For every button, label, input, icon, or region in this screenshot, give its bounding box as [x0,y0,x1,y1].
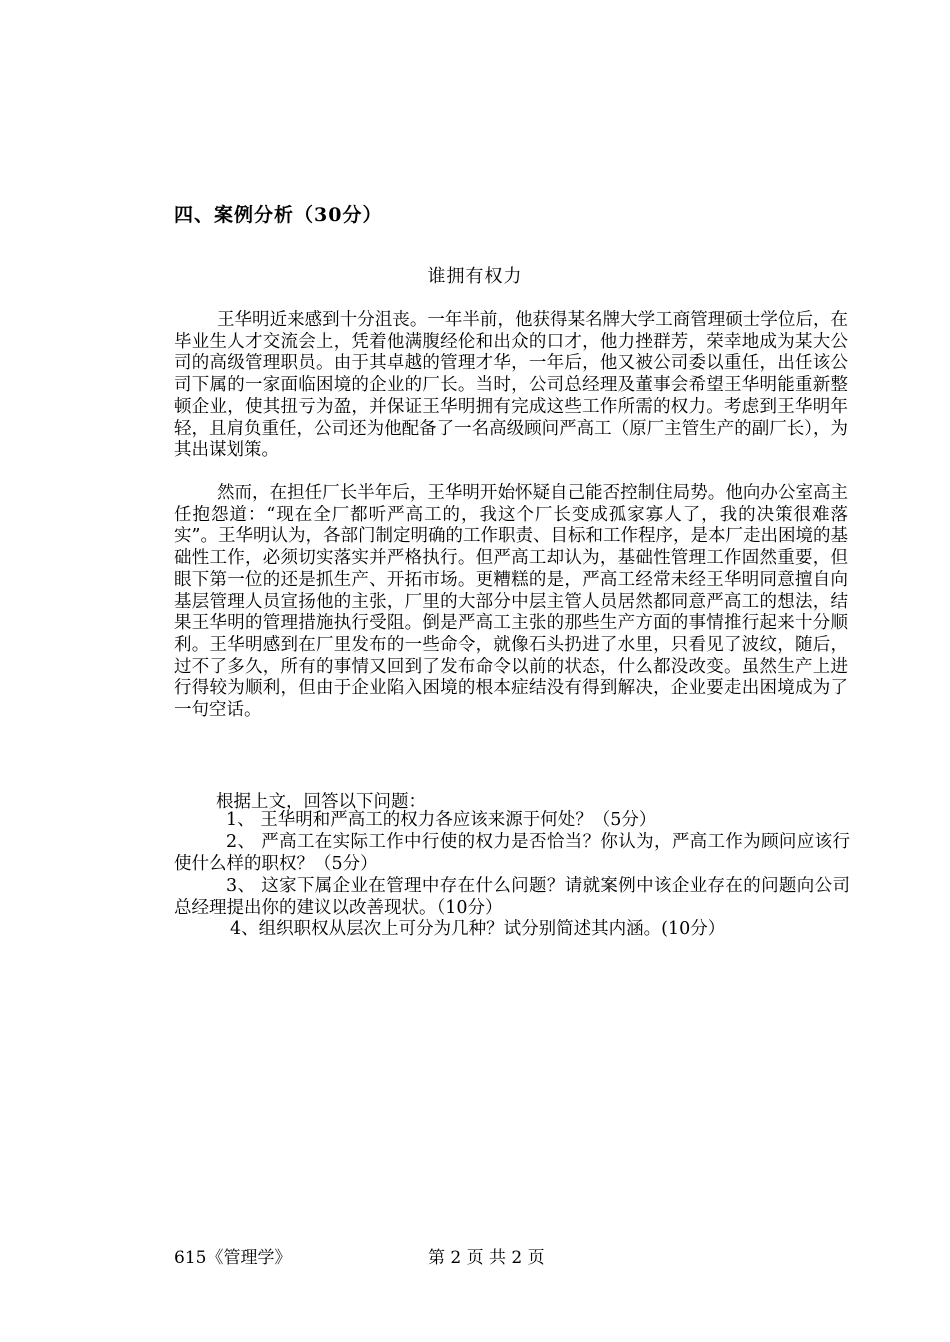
article-paragraph-2: 然而，在担任厂长半年后，王华明开始怀疑自己能否控制住局势。他向办公室高主任抱怨道：“现在全厂都听严高工的，我这个厂长变成孤家寡人了，我的决策很难落实”。王华明认为，各部门制定明确的工作职责、目标和工作程序，是本厂走出困境的基础性工作，必须切实落实并严格执行。但严高工却认为，基础性管理工作固然重要，但眼下第一位的还是抓生产、开拓市场。更糟糕的是，严高工经常未经王华明同意擅自向基层管理人员宣扬他的主张，厂里的大部分中层主管人员居然都同意严高工的想法，结果王华明的管理措施执行受阻。倒是严高工主张的那些生产方面的事情推行起来十分顺利。王华明感到在厂里发布的一些命令，就像石头扔进了水里，只看见了波纹，随后，过不了多久，所有的事情又回到了发布命令以前的状态，什么都没改变。虽然生产上进行得较为顺利，但由于企业陷入困境的根本症结没有得到解决，企业要走出困境成为了一句空话。 [174,483,848,721]
footer-course: 615《管理学》 [174,1248,292,1268]
section-heading: 四、案例分析（30分） [174,204,383,226]
footer-page-number: 第 2 页 共 2 页 [428,1248,545,1268]
question-2: 2、 严高工在实际工作中行使的权力是否恰当？你认为，严高工作为顾问应该行使什么样的职权？（5分） [174,832,850,874]
question-1: 1、 王华明和严高工的权力各应该来源于何处？（5分） [226,810,657,830]
article-paragraph-1: 王华明近来感到十分沮丧。一年半前，他获得某名牌大学工商管理硕士学位后，在毕业生人才交流会上，凭着他满腹经伦和出众的口才，他力挫群芳，荣幸地成为某大公司的高级管理职员。由于其卓越的管理才华，一年后，他又被公司委以重任，出任该公司下属的一家面临困境的企业的厂长。当时，公司总经理及董事会希望王华明能重新整顿企业，使其扭亏为盈，并保证王华明拥有完成这些工作所需的权力。考虑到王华明年轻，且肩负重任，公司还为他配备了一名高级顾问严高工（原厂主管生产的副厂长），为其出谋划策。 [174,310,848,461]
question-3: 3、 这家下属企业在管理中存在什么问题？请就案例中该企业存在的问题向公司总经理提出你的建议以改善现状。（10分） [174,876,850,918]
question-4: 4、组织职权从层次上可分为几种？试分别简述其内涵。(10分） [230,919,726,939]
questions-intro: 根据上文，回答以下问题： [216,792,426,812]
article-title: 谁拥有权力 [427,266,523,287]
